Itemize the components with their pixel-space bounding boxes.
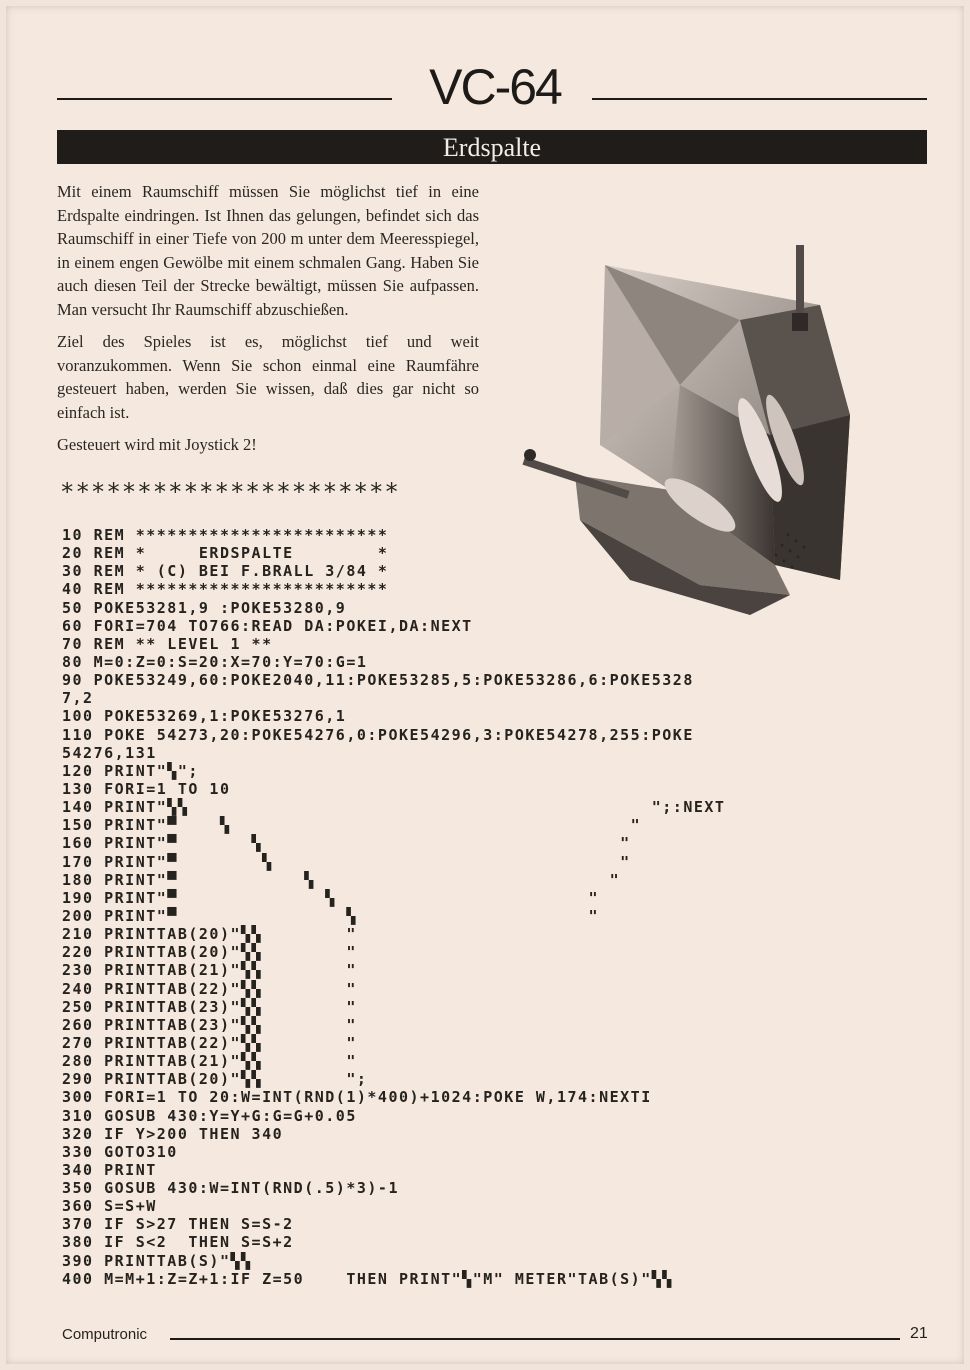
code-line: 310 GOSUB 430:Y=Y+G:G=G+0.05: [62, 1106, 357, 1125]
code-line: 60 FORI=704 TO766:READ DA:POKEI,DA:NEXT: [62, 616, 473, 635]
code-line: 40 REM ************************: [62, 580, 389, 599]
code-line: 150 PRINT"▀ ▚ ": [62, 816, 642, 835]
code-line: 230 PRINTTAB(21)"▚▚ ": [62, 961, 357, 980]
code-line: 110 POKE 54273,20:POKE54276,0:POKE54296,3:POKE54278,255:POKE: [62, 725, 694, 744]
code-line: 280 PRINTTAB(21)"▚▚ ": [62, 1052, 357, 1071]
intro-text: [57, 180, 479, 466]
code-line: 210 PRINTTAB(20)"▚▚ ": [62, 925, 357, 944]
code-line: 130 FORI=1 TO 10: [62, 779, 231, 798]
code-line: 220 PRINTTAB(20)"▚▚ ": [62, 943, 357, 962]
code-line: 80 M=0:Z=0:S=20:X=70:Y=70:G=1: [62, 652, 368, 671]
code-line: 70 REM ** LEVEL 1 **: [62, 634, 273, 653]
code-line: 350 GOSUB 430:W=INT(RND(.5)*3)-1: [62, 1179, 399, 1198]
intro-paragraph: Ziel des Spieles ist es, möglichst tief und weit voranzukommen. Wenn Sie schon einmal eine Raumfähre gesteuert haben, werden Sie wissen, daß dies gar nicht so einfach ist.: [57, 332, 479, 422]
magazine-section-title: VC-64: [429, 59, 561, 115]
code-line: 250 PRINTTAB(23)"▚▚ ": [62, 997, 357, 1016]
code-line: 190 PRINT"▀ ▚ ": [62, 888, 600, 907]
code-line: 300 FORI=1 TO 20:W=INT(RND(1)*400)+1024:POKE W,174:NEXTI: [62, 1088, 652, 1107]
code-line: 260 PRINTTAB(23)"▚▚ ": [62, 1015, 357, 1034]
code-line: 380 IF S<2 THEN S=S+2: [62, 1233, 294, 1252]
code-line: 180 PRINT"▀ ▚ ": [62, 870, 621, 889]
code-line: 290 PRINTTAB(20)"▚▚ ";: [62, 1070, 368, 1089]
header-rule-right: [592, 98, 927, 100]
code-line: 10 REM ************************: [62, 526, 389, 544]
code-line: 7,2: [62, 689, 94, 708]
footer-rule: [170, 1338, 900, 1340]
code-line: 320 IF Y>200 THEN 340: [62, 1124, 284, 1143]
code-line: 170 PRINT"▀ ▚ ": [62, 852, 631, 871]
code-line: 120 PRINT"▚";: [62, 761, 199, 780]
code-line: 330 GOTO310: [62, 1142, 178, 1161]
code-line: 100 POKE53269,1:POKE53276,1: [62, 707, 347, 726]
code-line: 30 REM * (C) BEI F.BRALL 3/84 *: [62, 562, 389, 581]
footer-brand: Computronic: [62, 1326, 148, 1343]
intro-paragraph: Mit einem Raumschiff müssen Sie möglichst tief in eine Erdspalte eindringen. Ist Ihnen das gelungen, befindet sich das Raumschiff in einer Tiefe von 200 m unter dem Meeresspiegel, in einem engen Gewölbe mit einem schmalen Gang. Haben Sie auch diesen Teil der Strecke bewältigt, müssen Sie aufpassen. Man versucht Ihr Raumschiff abzuschießen.: [57, 182, 479, 319]
code-line: 360 S=S+W: [62, 1197, 157, 1216]
code-line: 370 IF S>27 THEN S=S-2: [62, 1215, 294, 1234]
code-line: 390 PRINTTAB(S)"▚▚: [62, 1251, 252, 1270]
intro-paragraph: Gesteuert wird mit Joystick 2!: [57, 435, 257, 454]
star-separator: **********************: [60, 478, 400, 506]
code-line: 140 PRINT"▚▚ ";:NEXT: [62, 798, 726, 817]
code-line: 270 PRINTTAB(22)"▚▚ ": [62, 1033, 357, 1052]
code-line: 200 PRINT"▀ ▚ ": [62, 906, 600, 925]
code-line: 90 POKE53249,60:POKE2040,11:POKE53285,5:POKE53286,6:POKE5328: [62, 671, 694, 690]
article-title: Erdspalte: [57, 130, 927, 164]
code-line: 54276,131: [62, 743, 157, 762]
code-line: 50 POKE53281,9 :POKE53280,9: [62, 598, 347, 617]
header-rule-left: [57, 98, 392, 100]
code-line: 240 PRINTTAB(22)"▚▚ ": [62, 979, 357, 998]
code-line: 160 PRINT"▀ ▚ ": [62, 834, 631, 853]
basic-program-listing: [62, 526, 922, 1288]
code-line: 400 M=M+1:Z=Z+1:IF Z=50 THEN PRINT"▚"M" METER"TAB(S)"▚▚: [62, 1269, 673, 1288]
code-line: 340 PRINT: [62, 1160, 157, 1179]
code-line: 20 REM * ERDSPALTE *: [62, 544, 389, 563]
page-number: 21: [910, 1325, 928, 1342]
